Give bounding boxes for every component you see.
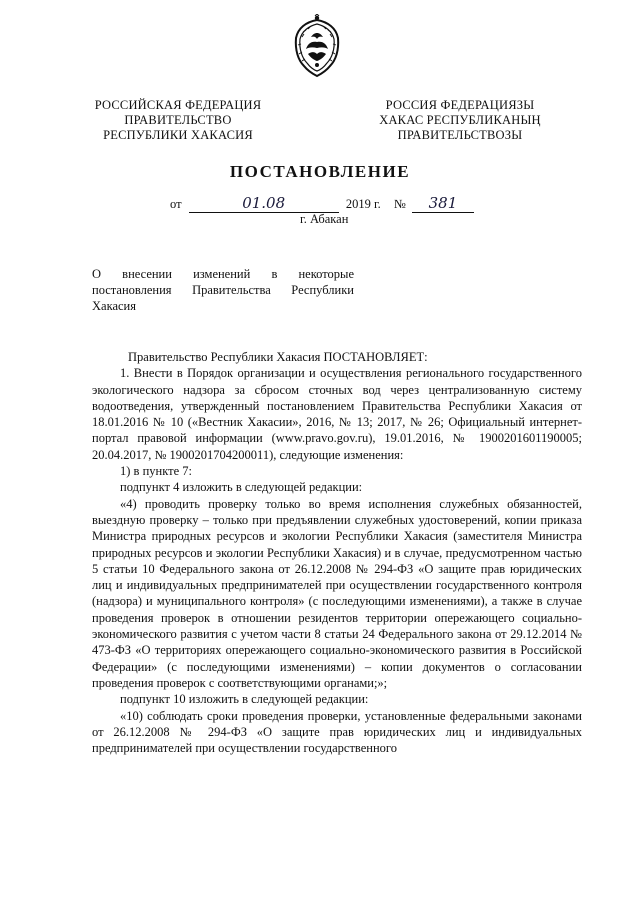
date-prefix: от: [170, 197, 182, 211]
city-name: г. Абакан: [300, 212, 349, 226]
header-right-line-1: РОССИЯ ФЕДЕРАЦИЯЗЫ: [385, 98, 535, 112]
year-label: 2019 г.: [345, 197, 381, 211]
header-right-khakas: [350, 98, 570, 143]
header-right-line-3: ПРАВИТЕЛЬСТВОЗЫ: [397, 128, 523, 142]
date-field: [189, 196, 339, 213]
paragraph-subpoint-4-text: «4) проводить проверку только во время исполнения служебных обязанностей, выездную проверку – только при предъявлении служебных удостоверений, копии приказа Министра природных ресурсов и экологии Республики Хакасия (заместителя Министра природных ресурсов и экологии Республики Хакасия) и в случае, предусмотренном частью 5 статьи 10 Федерального закона от 26.12.2008 № 294-ФЗ «О защите прав юридических лиц и индивидуальных предпринимателей при осуществлении государственного контроля (надзора) и муниципального контроля» (с последующими изменениями), а также в случае проведения проверок в отношении резидентов территории опережающего социально-экономического развития с учетом части 8 статьи 24 Федерального закона от 29.12.2014 № 473-ФЗ «О территориях опережающего социально-экономического развития в Российской Федерации» (с последующими изменениями) – копии документов о согласовании проведения проверок с соответствующими органами;»;: [92, 496, 582, 690]
header-left-russian: [68, 98, 288, 143]
header-left-line-2: ПРАВИТЕЛЬСТВО: [124, 113, 232, 127]
handwritten-number: 381: [428, 194, 458, 212]
date-number-line: [170, 196, 474, 213]
header-left-line-3: РЕСПУБЛИКИ ХАКАСИЯ: [103, 128, 253, 142]
handwritten-date: 01.08: [242, 194, 286, 212]
number-field: [412, 196, 474, 213]
paragraph-item-1: 1. Внести в Порядок организации и осуществления регионального государственного экологического надзора за сбросом сточных вод через централизованную систему водоотведения, утвержденный постановлением Правительства Республики Хакасия от 18.01.2016 № 10 («Вестник Хакасии», 2016, № 13; 2017, № 26; Официальный интернет-портал правовой информации (www.pravo.gov.ru), 19.01.2016, № 1900201601190005; 20.04.2017, № 1900201704200011), следующие изменения:: [92, 366, 582, 462]
coat-of-arms-emblem: [290, 14, 344, 80]
paragraph-subitem-1: 1) в пункте 7:: [120, 464, 192, 479]
document-subject: О внесении изменений в некоторые постановления Правительства Республики Хакасия: [92, 267, 354, 313]
header-right-line-2: ХАКАС РЕСПУБЛИКАНЫҢ: [379, 113, 541, 127]
paragraph-subpoint-10-intro: подпункт 10 изложить в следующей редакции:: [120, 692, 369, 707]
document-title: ПОСТАНОВЛЕНИЕ: [229, 162, 411, 181]
paragraph-preamble: Правительство Республики Хакасия ПОСТАНОВЛЯЕТ:: [128, 350, 428, 364]
paragraph-subpoint-4-intro: подпункт 4 изложить в следующей редакции:: [120, 480, 363, 495]
number-sign: №: [393, 197, 406, 211]
paragraph-subpoint-10-text: «10) соблюдать сроки проведения проверки, установленные федеральными законами от 26.12.2008 № 294-ФЗ «О защите прав юридических лиц и индивидуальных предпринимателей при осуществлении государственного: [92, 708, 582, 756]
header-left-line-1: РОССИЙСКАЯ ФЕДЕРАЦИЯ: [94, 98, 262, 112]
document-body: [92, 349, 582, 756]
